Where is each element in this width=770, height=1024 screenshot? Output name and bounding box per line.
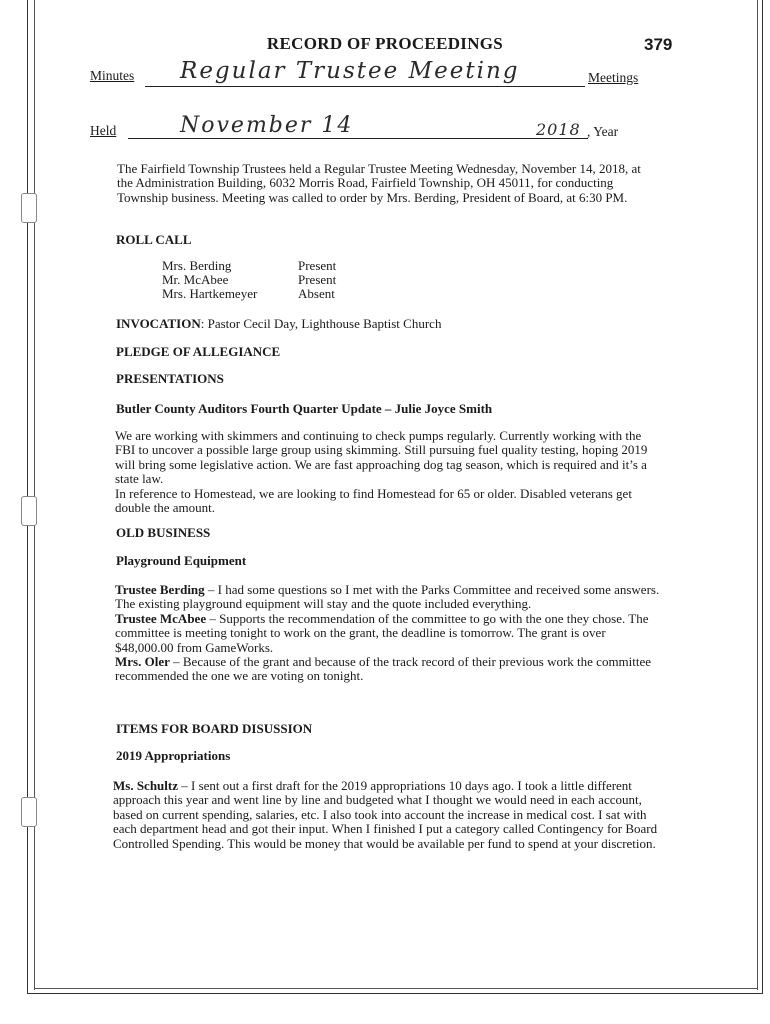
held-label: Held xyxy=(90,123,117,138)
speaker-name: Trustee Berding xyxy=(115,582,205,597)
roll-call-row xyxy=(162,287,336,301)
invocation-label: INVOCATION xyxy=(116,316,201,331)
year-handwritten-value: 2018 xyxy=(536,120,581,139)
speaker-text: – I had some questions so I met with the Parks Committee and received some answers. The existing playground equipment will stay and the quote included everything. xyxy=(115,582,660,612)
roll-call-list xyxy=(162,259,336,302)
page-inner-rule-left xyxy=(34,0,35,990)
member-status: Present xyxy=(298,272,337,288)
speaker-name: Trustee McAbee xyxy=(115,610,207,626)
invocation-line xyxy=(116,317,656,331)
held-handwritten-value: November 14 xyxy=(180,113,354,138)
speaker-name: Ms. Schultz xyxy=(113,778,178,793)
pledge-heading: PLEDGE OF ALLEGIANCE xyxy=(116,344,281,359)
page-title: RECORD OF PROCEEDINGS xyxy=(266,34,504,53)
roll-call-heading: ROLL CALL xyxy=(116,232,192,247)
binder-tab xyxy=(21,797,37,827)
speaker-text: – I sent out a first draft for the 2019 appropriations 10 days ago. I took a little different approach this year and went line by line and budgeted what I thought we would need in each account, based on current spending, salaries, etc. I also took into account the increase in medical cost. I sat with each department head and got their input. When I finished I put a category called Contingency for Board Controlled Spending. This would be money that would be available per fund to spend at your discretion. xyxy=(113,778,658,851)
minutes-label: Minutes xyxy=(90,68,135,83)
member-status: Absent xyxy=(298,286,335,302)
member-name: Mrs. Hartkemeyer xyxy=(162,286,258,302)
old-business-body xyxy=(115,583,660,684)
speaker-entry xyxy=(115,612,660,655)
held-rule xyxy=(128,138,588,139)
intro-paragraph: The Fairfield Township Trustees held a Regular Trustee Meeting Wednesday, November 14, 2018, at the Administration Building, 6032 Morris Road, Fairfield Township, OH 45011, for conducting Township business. Meeting was called to order by Mrs. Berding, President of Board, at 6:30 PM. xyxy=(117,161,641,205)
speaker-entry xyxy=(115,583,660,612)
speaker-entry xyxy=(115,655,660,684)
speaker-text: – Because of the grant and because of the track record of their previous work the committee recommended the one we are voting on tonight. xyxy=(115,654,652,684)
member-name: Mrs. Berding xyxy=(162,258,232,273)
meetings-label: Meetings xyxy=(588,70,639,85)
speaker-text: – Supports the recommendation of the committee to go with the one they chose. The committee is meeting tonight to work on the grant, the deadline is tomorrow. The grant is over $48,000.00 from GameWorks. xyxy=(115,610,649,655)
member-name: Mr. McAbee xyxy=(162,272,229,288)
board-discussion-subheading: 2019 Appropriations xyxy=(116,748,231,763)
page-inner-rule-right xyxy=(757,0,758,990)
minutes-handwritten-value: Regular Trustee Meeting xyxy=(180,58,520,84)
roll-call-row xyxy=(162,259,336,273)
presentation-paragraph: In reference to Homestead, we are looking to find Homestead for 65 or older. Disabled veterans get double the amount. xyxy=(115,485,632,516)
presentation-subheading: Butler County Auditors Fourth Quarter Update – Julie Joyce Smith xyxy=(116,401,493,416)
member-status: Present xyxy=(298,258,337,273)
invocation-text: : Pastor Cecil Day, Lighthouse Baptist Church xyxy=(200,316,442,331)
board-discussion-body xyxy=(113,779,658,851)
presentation-paragraph: We are working with skimmers and continuing to check pumps regularly. Currently working with the FBI to uncover a possible large group using skimming. Still pursuing fuel quality testing, hoping 2019 will bring some legislative action. We are fast approaching dog tag season, which is required and it’s a state law. xyxy=(115,428,648,487)
year-label: , Year xyxy=(587,124,619,139)
speaker-entry xyxy=(113,779,658,851)
old-business-subheading: Playground Equipment xyxy=(116,553,247,568)
presentation-body xyxy=(115,429,660,515)
speaker-name: Mrs. Oler xyxy=(115,654,170,670)
presentations-heading: PRESENTATIONS xyxy=(116,371,224,386)
old-business-heading: OLD BUSINESS xyxy=(116,525,211,540)
roll-call-row xyxy=(162,273,336,287)
binder-tab xyxy=(21,193,37,223)
board-discussion-heading: ITEMS FOR BOARD DISUSSION xyxy=(116,721,313,736)
minutes-rule xyxy=(145,86,585,87)
page-number: 379 xyxy=(644,35,673,54)
binder-tab xyxy=(21,496,37,526)
page-inner-rule-bottom xyxy=(34,988,758,989)
